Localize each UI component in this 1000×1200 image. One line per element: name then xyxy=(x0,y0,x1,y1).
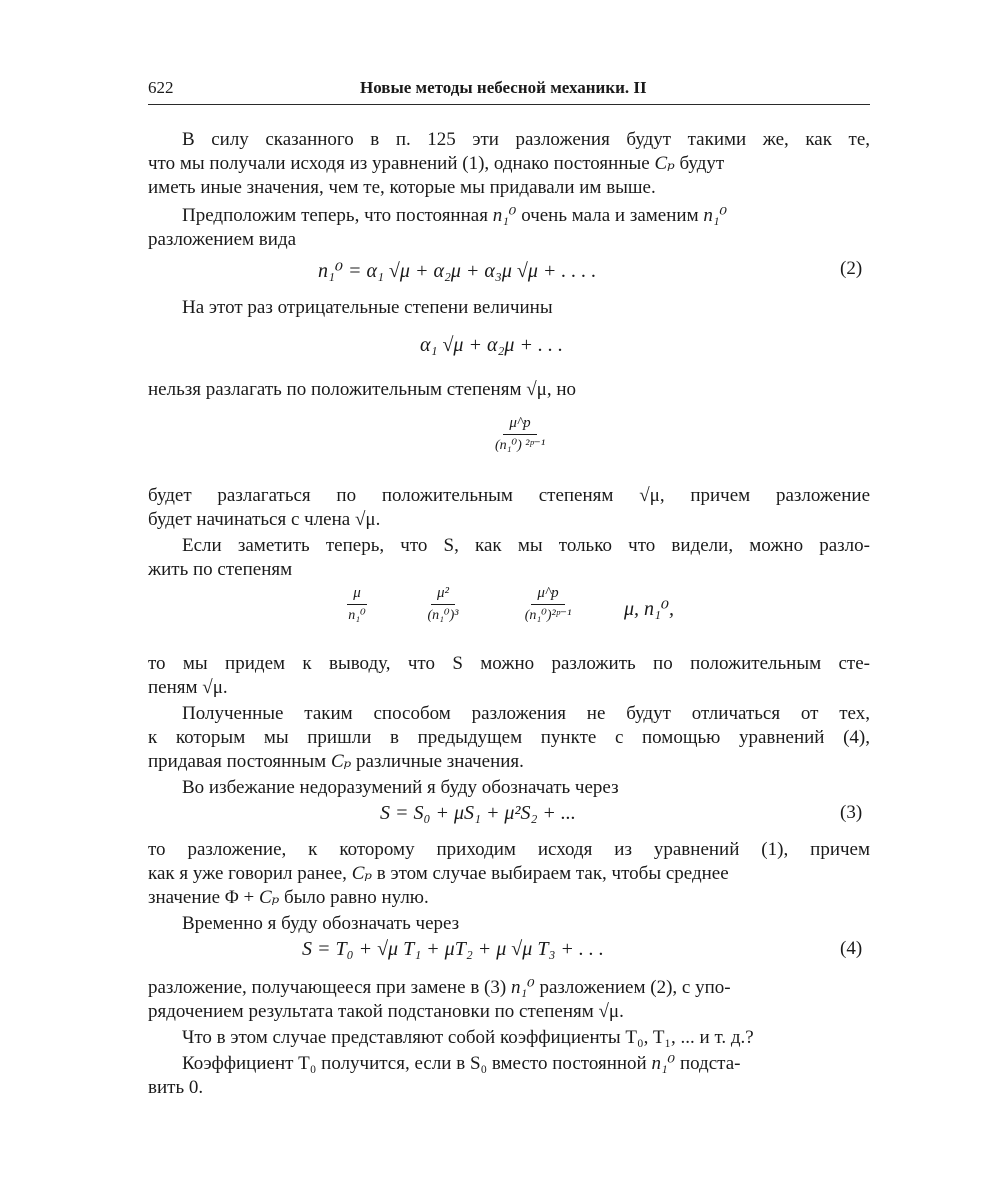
page-header xyxy=(148,74,870,105)
text-line: как я уже говорил ранее, Cₚ в этом случае выбираем так, чтобы среднее xyxy=(148,863,729,884)
text-line: Во избежание недоразумений я буду обозначать через xyxy=(182,777,619,798)
equation-3: S = S₀ + μS₁ + μ²S₂ + ... xyxy=(380,802,576,824)
text-line: Что в этом случае представляют собой коэффициенты T₀, T₁, ... и т. д.? xyxy=(182,1027,754,1048)
text-line: Полученные таким способом разложения не будут отличаться от тех, xyxy=(182,703,870,724)
text-line: рядочением результата такой подстановки по степеням √μ. xyxy=(148,1001,624,1022)
text-line: иметь иные значения, чем те, которые мы придавали им выше. xyxy=(148,177,656,198)
text-line: к которым мы пришли в предыдущем пункте с помощью уравнений (4), xyxy=(148,727,870,748)
text-line: На этот раз отрицательные степени величины xyxy=(182,297,553,318)
text-line: разложением вида xyxy=(148,229,297,250)
text-line: Предположим теперь, что постоянная n₁⁰ очень мала и заменим n₁⁰ xyxy=(182,205,728,226)
fraction-mu-power: $\frac{\mu\^{}p}{\text{(n₁⁰)²ᵖ⁻¹}}$ xyxy=(524,585,572,623)
text-line: жить по степеням xyxy=(148,559,293,580)
fraction-mu-squared: $\frac{\text{μ²}}{\text{(n₁⁰)³}}$ xyxy=(427,585,459,623)
text-line: будет начинаться с члена √μ. xyxy=(148,509,381,530)
text-line: пеням √μ. xyxy=(148,677,228,698)
text-line: будет разлагаться по положительным степеням √μ, причем разложение xyxy=(148,485,870,506)
text-line: нельзя разлагать по положительным степеням √μ, но xyxy=(148,379,577,400)
expression-alpha: α₁ √μ + α₂μ + . . . xyxy=(420,334,563,356)
text-line: Если заметить теперь, что S, как мы только что видели, можно разло- xyxy=(182,535,870,556)
page-number: 622 xyxy=(148,78,174,97)
fraction-tail: μ, n₁⁰, xyxy=(624,598,675,620)
text-line: то разложение, к которому приходим исходя из уравнений (1), причем xyxy=(148,839,870,860)
fraction-mu: $\frac{\mu}{\text{n₁⁰}}$ xyxy=(348,585,366,623)
text-line: В силу сказанного в п. 125 эти разложения будут такими же, как те, xyxy=(182,129,870,150)
equation-number-2: (2) xyxy=(840,258,863,279)
equation-2: n₁⁰ = α₁ √μ + α₂μ + α₃μ √μ + . . . . xyxy=(318,260,597,282)
text-line: то мы придем к выводу, что S можно разложить по положительным сте- xyxy=(148,653,870,674)
fraction-mu-p: $\frac{\mu\^{}p}{\text{(n₁⁰) ²ᵖ⁻¹}}$ xyxy=(494,415,546,453)
text-line: придавая постоянным Cₚ различные значения. xyxy=(148,751,524,772)
text-line: вить 0. xyxy=(148,1077,204,1098)
text-line: Коэффициент T₀ получится, если в S₀ вместо постоянной n₁⁰ подста- xyxy=(182,1053,741,1074)
equation-number-4: (4) xyxy=(840,938,863,959)
running-title: Новые методы небесной механики. II xyxy=(360,78,647,97)
equation-number-3: (3) xyxy=(840,802,863,823)
equation-4: S = T₀ + √μ T₁ + μT₂ + μ √μ T₃ + . . . xyxy=(302,938,604,960)
text-line: Временно я буду обозначать через xyxy=(182,913,460,934)
text-line: что мы получали исходя из уравнений (1), однако постоянные Cₚ будут xyxy=(148,153,725,174)
text-line: значение Φ + Cₚ было равно нулю. xyxy=(148,887,429,908)
text-line: разложение, получающееся при замене в (3) n₁⁰ разложением (2), с упо- xyxy=(148,977,731,998)
